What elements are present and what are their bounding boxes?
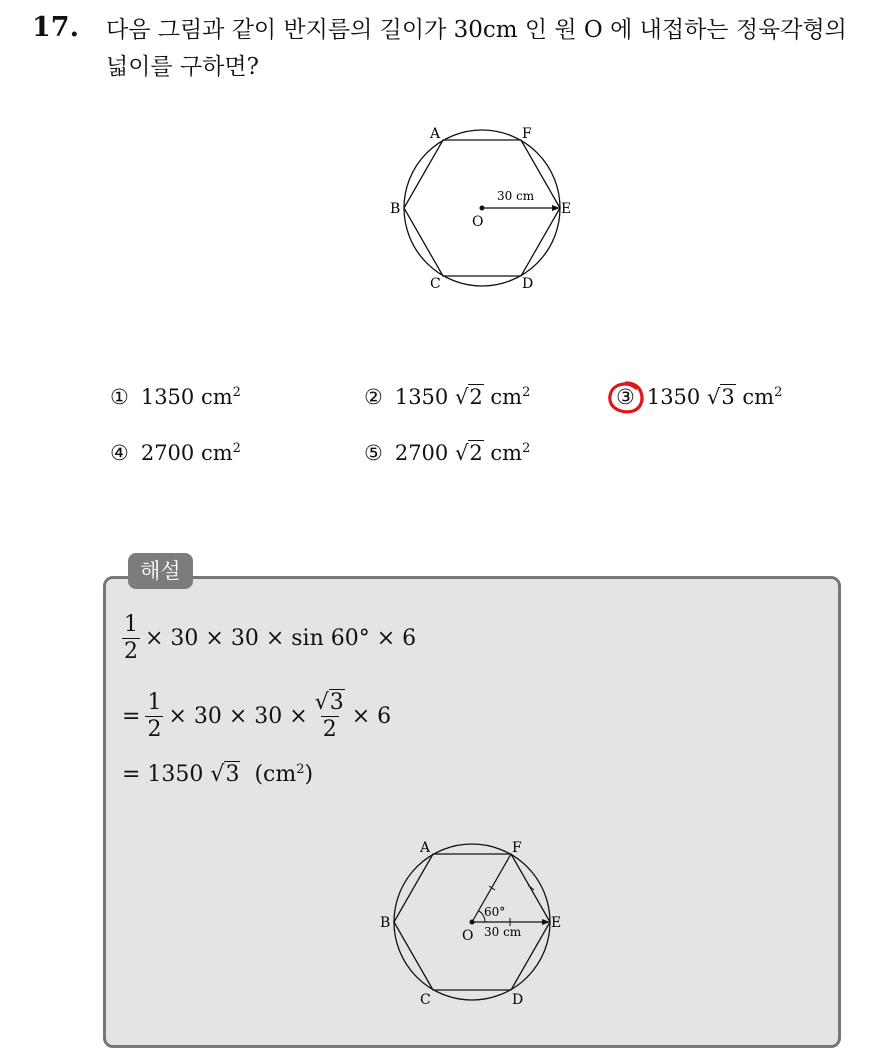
question-number: 17. — [32, 12, 79, 43]
solution-line-2-rest: × 6 — [351, 704, 392, 729]
solution-center-label-o: O — [462, 928, 474, 944]
option-4[interactable] — [110, 441, 241, 465]
option-3-radicand: 3 — [721, 385, 735, 409]
option-1-mark: ① — [110, 385, 129, 409]
half-fraction-2 — [145, 690, 163, 743]
vertex-label-f: F — [522, 126, 532, 142]
solution-vertex-label-b: B — [380, 915, 391, 931]
solution-line-2-middle: × 30 × 30 × — [168, 704, 308, 729]
option-3-exponent: 2 — [774, 385, 783, 400]
solution-line-3-sqrt: √3 — [210, 762, 240, 787]
option-1-unit: cm — [200, 385, 233, 409]
vertex-label-e: E — [561, 201, 572, 217]
solution-line-3-text: = 1350 — [122, 762, 204, 787]
option-2[interactable] — [364, 385, 530, 409]
option-5-unit: cm — [490, 441, 523, 465]
option-2-exponent: 2 — [522, 385, 531, 400]
solution-vertex-label-e: E — [551, 915, 562, 931]
option-2-number: 1350 — [394, 385, 449, 409]
solution-line-2 — [122, 690, 391, 743]
option-3-unit: cm — [742, 385, 775, 409]
option-1[interactable] — [110, 385, 241, 409]
vertex-label-a: A — [430, 126, 441, 142]
option-5-mark: ⑤ — [364, 441, 383, 465]
option-1-number: 1350 — [140, 385, 195, 409]
option-4-number: 2700 — [140, 441, 195, 465]
solution-line-1-rest: × 30 × 30 × sin 60° × 6 — [145, 626, 417, 651]
option-5-sqrt: √2 — [454, 441, 483, 465]
vertex-label-c: C — [430, 276, 441, 292]
selected-answer-ring — [606, 380, 646, 416]
solution-line-2-equals: = — [122, 704, 141, 729]
sqrt3-radicand: 3 — [329, 690, 344, 715]
option-4-exponent: 2 — [232, 441, 241, 456]
option-2-mark: ② — [364, 385, 383, 409]
option-2-sqrt: √2 — [454, 385, 483, 409]
option-2-radicand: 2 — [469, 385, 483, 409]
option-4-unit: cm — [200, 441, 233, 465]
vertex-label-d: D — [522, 276, 534, 292]
vertex-label-b: B — [390, 201, 401, 217]
solution-vertex-label-d: D — [512, 992, 524, 1008]
solution-vertex-label-c: C — [420, 992, 431, 1008]
solution-radius-label: 30 cm — [484, 925, 522, 939]
option-3-sqrt: √3 — [706, 385, 735, 409]
center-label-o: O — [472, 214, 484, 230]
solution-line-1 — [122, 612, 416, 665]
solution-line-3-radicand: 3 — [225, 762, 240, 787]
solution-line-3-exponent: 2 — [296, 762, 305, 777]
angle-label: 60° — [484, 905, 506, 919]
half-fraction-1-denominator: 2 — [124, 639, 138, 664]
option-5-radicand: 2 — [469, 441, 483, 465]
solution-line-3-unit: (cm — [254, 762, 297, 787]
solution-tag: 해설 — [128, 553, 193, 589]
radius-label: 30 cm — [497, 189, 535, 203]
option-5[interactable] — [364, 441, 530, 465]
hexagon-figure — [384, 120, 584, 295]
sqrt3-numerator: √3 — [314, 690, 344, 715]
hexagon-solution-figure — [374, 838, 584, 1013]
option-3-number: 1350 — [646, 385, 701, 409]
half-fraction-1 — [122, 612, 140, 665]
option-2-unit: cm — [490, 385, 523, 409]
sqrt3-over-2-fraction — [313, 690, 347, 743]
solution-line-3 — [122, 762, 313, 787]
option-3-mark: ③ — [616, 385, 635, 409]
option-4-mark: ④ — [110, 441, 129, 465]
solution-vertex-label-f: F — [512, 840, 522, 856]
half-fraction-2-denominator: 2 — [147, 717, 162, 742]
solution-line-3-close: ) — [304, 762, 314, 787]
question-text: 다음 그림과 같이 반지름의 길이가 30cm 인 원 O 에 내접하는 정육각형의 넓이를 구하면? — [106, 17, 847, 80]
option-5-exponent: 2 — [522, 441, 531, 456]
half-fraction-1-numerator: 1 — [124, 612, 138, 637]
sqrt3-fraction-denominator: 2 — [322, 717, 337, 742]
option-1-exponent: 2 — [232, 385, 241, 400]
half-fraction-2-numerator: 1 — [147, 690, 162, 715]
option-5-number: 2700 — [394, 441, 449, 465]
solution-vertex-label-a: A — [420, 840, 431, 856]
